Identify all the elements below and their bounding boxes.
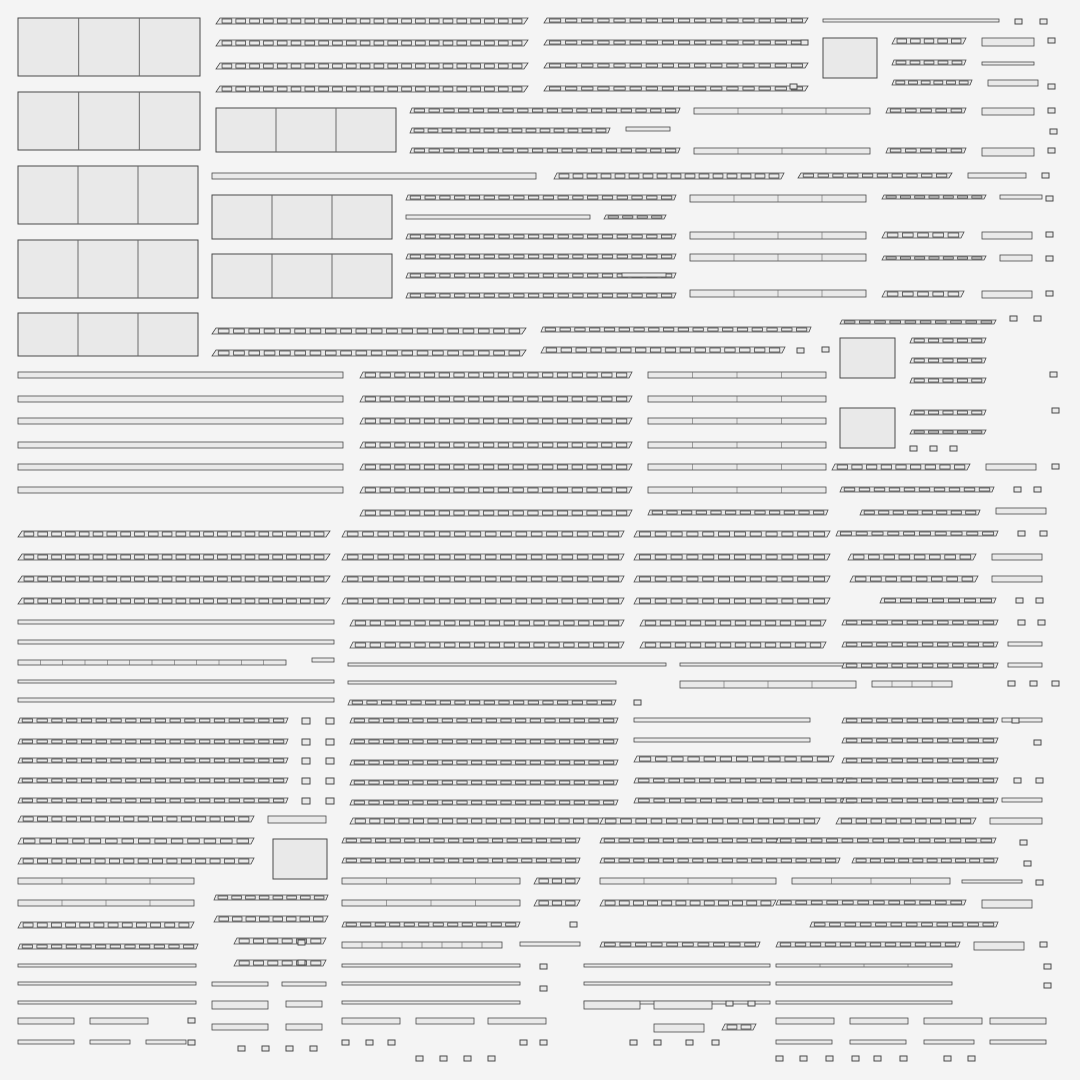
uv-strip-206 [584, 982, 770, 985]
uv-box-254 [1042, 173, 1049, 178]
uv-box-292 [726, 1001, 733, 1006]
uv-box-148 [326, 778, 334, 784]
uv-strip-96 [996, 508, 1046, 514]
uv-strip-231 [974, 942, 1024, 950]
uv-strip-116 [18, 640, 334, 644]
uv-box-296 [388, 1040, 395, 1045]
uv-strip-181 [18, 1040, 74, 1044]
uv-box-11 [840, 408, 895, 448]
uv-panel-7 [212, 195, 392, 239]
uv-box-300 [654, 1040, 661, 1045]
uv-box-258 [1046, 291, 1053, 296]
uv-panel-3 [18, 166, 198, 224]
uv-strip-73 [18, 396, 343, 402]
uv-strip-156 [634, 718, 810, 722]
uv-box-313 [464, 1056, 471, 1061]
uv-strip-167 [1002, 798, 1042, 802]
uv-box-249 [790, 84, 797, 89]
uv-strip-178 [18, 1001, 196, 1004]
uv-strip-240 [212, 1024, 268, 1030]
uv-strip-225 [776, 1040, 832, 1044]
uv-strip-210 [654, 1024, 704, 1032]
uv-strip-61 [982, 291, 1032, 298]
uv-box-267 [1052, 464, 1059, 469]
uv-strip-179 [18, 1018, 74, 1024]
uv-box-279 [1012, 718, 1019, 723]
uv-box-250 [1048, 84, 1055, 89]
uv-strip-236 [212, 982, 268, 986]
uv-strip-169 [268, 816, 326, 823]
uv-strip-113 [992, 554, 1042, 560]
uv-strip-192 [342, 982, 520, 985]
uv-strip-237 [282, 982, 326, 986]
uv-box-252 [1050, 129, 1057, 134]
uv-box-317 [286, 1046, 293, 1051]
uv-panel-5 [18, 313, 198, 356]
uv-strip-43 [406, 215, 590, 219]
uv-strip-183 [146, 1040, 186, 1044]
uv-box-316 [262, 1046, 269, 1051]
uv-strip-223 [924, 1018, 982, 1024]
uv-box-12 [273, 839, 327, 879]
uv-box-145 [302, 758, 310, 764]
uv-box-304 [800, 1056, 807, 1061]
uv-box-274 [1018, 620, 1025, 625]
uv-box-311 [416, 1056, 423, 1061]
uv-strip-59 [982, 232, 1032, 239]
uv-strip-24 [626, 127, 670, 131]
uv-box-144 [326, 739, 334, 745]
uv-strip-60 [1000, 255, 1032, 261]
uv-box-268 [1014, 487, 1021, 492]
uv-box-262 [1050, 372, 1057, 377]
uv-strip-115 [18, 620, 334, 624]
uv-box-294 [342, 1040, 349, 1045]
uv-strip-75 [18, 442, 343, 448]
uv-chain-99 [18, 576, 330, 582]
uv-box-314 [488, 1056, 495, 1061]
uv-box-305 [826, 1056, 833, 1061]
uv-strip-49 [622, 273, 666, 277]
uv-box-273 [1036, 598, 1043, 603]
uv-chain-97 [18, 531, 330, 537]
uv-box-266 [950, 446, 957, 451]
uv-strip-193 [342, 1001, 520, 1004]
uv-strip-229 [962, 880, 1022, 883]
uv-strip-157 [634, 738, 810, 742]
uv-strip-208 [584, 1001, 640, 1009]
uv-box-320 [188, 1040, 195, 1045]
uv-strip-92 [986, 464, 1036, 470]
uv-box-298 [540, 1040, 547, 1045]
uv-chain-95 [860, 510, 980, 515]
uv-box-285 [1036, 880, 1043, 885]
uv-box-256 [1046, 232, 1053, 237]
uv-chain-16 [216, 86, 528, 92]
uv-box-247 [1048, 38, 1055, 43]
uv-box-293 [748, 1001, 755, 1006]
uv-box-275 [1038, 620, 1045, 625]
uv-strip-135 [1008, 663, 1042, 667]
uv-strip-36 [982, 108, 1034, 115]
uv-strip-30 [982, 62, 1034, 65]
uv-box-324 [634, 700, 641, 705]
uv-box-147 [302, 778, 310, 784]
uv-strip-176 [18, 964, 196, 967]
uv-box-269 [1034, 487, 1041, 492]
uv-box-312 [440, 1056, 447, 1061]
uv-strip-222 [850, 1018, 908, 1024]
uv-strip-37 [982, 148, 1034, 156]
uv-strip-226 [850, 1040, 906, 1044]
uv-box-246 [1040, 19, 1047, 24]
uv-box-263 [1052, 408, 1059, 413]
uv-strip-124 [348, 681, 616, 684]
uv-box-10 [840, 338, 895, 378]
uv-box-309 [944, 1056, 951, 1061]
uv-chain-15 [216, 63, 528, 69]
uv-box-278 [1052, 681, 1059, 686]
uv-strip-31 [988, 80, 1038, 86]
uv-box-319 [188, 1018, 195, 1023]
uv-box-271 [1040, 531, 1047, 536]
uv-panel-1 [18, 18, 200, 76]
uv-strip-25 [823, 19, 999, 22]
uv-strip-199 [990, 818, 1042, 824]
uv-box-301 [686, 1040, 693, 1045]
uv-box-261 [797, 348, 804, 353]
uv-box-277 [1030, 681, 1037, 686]
uv-strip-120 [18, 698, 334, 702]
uv-box-146 [326, 758, 334, 764]
uv-box-251 [1048, 108, 1055, 113]
uv-strip-119 [18, 680, 334, 683]
uv-strip-72 [18, 372, 343, 378]
uv-strip-219 [776, 982, 952, 985]
uv-strip-220 [776, 1001, 952, 1004]
uv-strip-209 [654, 1001, 712, 1009]
uv-strip-77 [18, 487, 343, 493]
uv-strip-41 [968, 173, 1026, 178]
uv-strip-195 [416, 1018, 474, 1024]
uv-box-272 [1016, 598, 1023, 603]
uv-box-248 [801, 40, 808, 45]
uv-chain-98 [18, 554, 330, 560]
uv-box-302 [712, 1040, 719, 1045]
uv-strip-227 [924, 1040, 974, 1044]
uv-chain-212 [776, 838, 996, 843]
uv-box-253 [1048, 148, 1055, 153]
uv-box-270 [1018, 531, 1025, 536]
uv-strip-180 [90, 1018, 148, 1024]
uv-box-255 [1046, 196, 1053, 201]
uv-box-299 [630, 1040, 637, 1045]
uv-strip-228 [990, 1040, 1046, 1044]
uv-strip-224 [990, 1018, 1046, 1024]
uv-strip-118 [312, 658, 334, 662]
uv-box-142 [326, 718, 334, 724]
uv-chain-13 [216, 18, 528, 24]
uv-strip-191 [342, 964, 520, 967]
uv-strip-194 [342, 1018, 400, 1024]
uv-strip-134 [1008, 642, 1042, 646]
uv-box-280 [1034, 740, 1041, 745]
uv-box-295 [366, 1040, 373, 1045]
uv-box-289 [540, 964, 547, 969]
uv-panel-6 [216, 108, 396, 152]
uv-panel-8 [212, 254, 392, 298]
uv-chain-100 [18, 598, 330, 604]
uv-strip-29 [982, 38, 1034, 46]
uv-box-284 [1024, 861, 1031, 866]
uv-chain-22 [410, 128, 610, 133]
uv-chain-170 [18, 838, 254, 844]
uv-strip-205 [584, 964, 770, 967]
uv-box-297 [520, 1040, 527, 1045]
uv-chain-160 [634, 798, 856, 803]
uv-box-315 [238, 1046, 245, 1051]
uv-box-282 [1036, 778, 1043, 783]
uv-strip-128 [680, 663, 856, 666]
uv-strip-238 [212, 1001, 268, 1009]
uv-box-321 [298, 940, 305, 945]
uv-strip-38 [212, 173, 536, 179]
uv-box-141 [302, 718, 310, 724]
uv-box-286 [1040, 942, 1047, 947]
uv-box-259 [1010, 316, 1017, 321]
uv-strip-230 [982, 900, 1032, 908]
uv-box-308 [900, 1056, 907, 1061]
uv-box-260 [1034, 316, 1041, 321]
uv-box-322 [298, 960, 305, 965]
uv-strip-76 [18, 464, 343, 470]
uv-box-257 [1046, 256, 1053, 261]
uv-box-310 [968, 1056, 975, 1061]
uv-strip-244 [520, 942, 580, 946]
uv-box-150 [326, 798, 334, 804]
uv-strip-114 [992, 576, 1042, 582]
uv-box-9 [823, 38, 877, 78]
uv-chain-14 [216, 40, 528, 46]
uv-box-323 [822, 347, 829, 352]
uv-box-281 [1014, 778, 1021, 783]
uv-chain-233 [214, 916, 328, 922]
uv-panel-4 [18, 240, 198, 298]
uv-strip-196 [488, 1018, 546, 1024]
uv-chain-197 [600, 818, 820, 824]
uv-box-276 [1008, 681, 1015, 686]
uv-strip-177 [18, 982, 196, 985]
uv-strip-58 [1000, 195, 1042, 199]
uv-box-291 [570, 922, 577, 927]
uv-strip-74 [18, 418, 343, 424]
uv-box-283 [1020, 840, 1027, 845]
uv-chain-111 [850, 576, 978, 582]
uv-chain-159 [634, 778, 852, 783]
uv-box-245 [1015, 19, 1022, 24]
uv-box-306 [852, 1056, 859, 1061]
uv-box-307 [874, 1056, 881, 1061]
uv-box-287 [1044, 964, 1051, 969]
uv-box-264 [910, 446, 917, 451]
uv-box-290 [540, 986, 547, 991]
uv-box-143 [302, 739, 310, 745]
uv-box-303 [776, 1056, 783, 1061]
uv-strip-241 [286, 1024, 322, 1030]
uv-chain-232 [214, 895, 328, 900]
uv-box-288 [1044, 983, 1051, 988]
uv-strip-123 [348, 663, 666, 666]
uv-box-318 [310, 1046, 317, 1051]
uv-strip-239 [286, 1001, 322, 1007]
uv-chain-110 [848, 554, 976, 560]
uv-strip-182 [90, 1040, 130, 1044]
uv-strip-221 [776, 1018, 834, 1024]
uv-box-149 [302, 798, 310, 804]
uv-panel-2 [18, 92, 200, 150]
uv-box-265 [930, 446, 937, 451]
uv-strip-166 [1002, 718, 1042, 722]
